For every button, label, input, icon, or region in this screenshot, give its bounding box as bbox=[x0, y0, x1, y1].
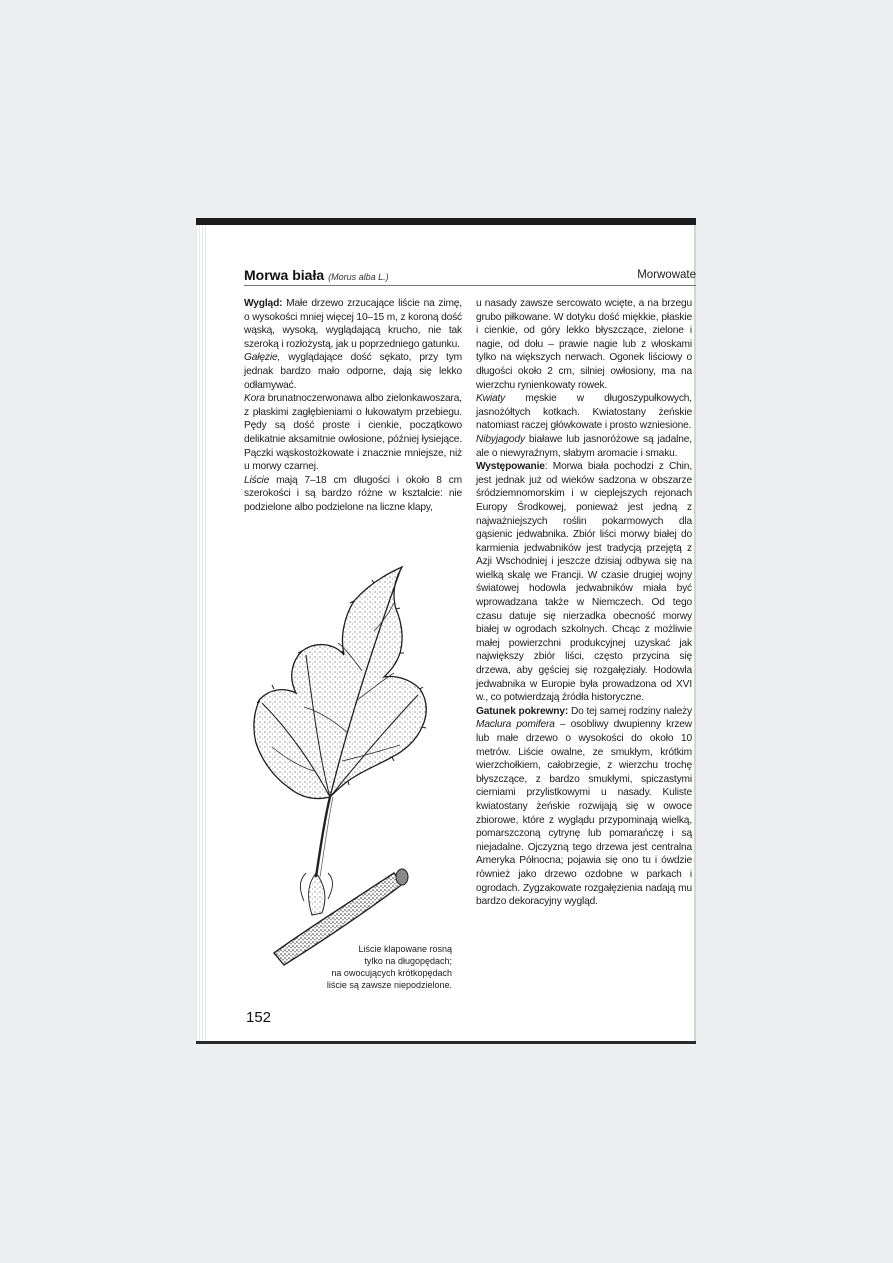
paragraph-flowers bbox=[476, 392, 692, 433]
caption-line-4: liście są zawsze niepodzielone. bbox=[326, 980, 452, 990]
label-appearance: Wygląd: bbox=[244, 298, 283, 309]
text-fruits: białawe lub jasnoróżowe są jadalne, ale o niewyraźnym, słabym aromacie i smaku. bbox=[476, 433, 692, 459]
illustration-caption bbox=[302, 943, 452, 991]
text-related-latin: Maclura pomifera bbox=[476, 719, 555, 731]
paragraph-fruits bbox=[476, 433, 692, 460]
page-title bbox=[244, 267, 389, 283]
leaf-drawing-icon bbox=[244, 561, 464, 971]
family-name: Morwowate bbox=[637, 269, 696, 281]
text-flowers: męskie w długoszypułkowych, jasnożółtych kotkach. Kwiatostany żeńskie natomiast raczej główkowate i prosto wzniesione. bbox=[476, 393, 692, 432]
text-leaves: mają 7–18 cm długości i około 8 cm szerokości i są bardzo różne w kształcie: nie podzielone albo podzielone na liczne klapy, bbox=[244, 474, 462, 513]
label-related-species: Gatunek pokrewny: bbox=[476, 705, 569, 717]
page-number: 152 bbox=[246, 1009, 272, 1026]
paragraph-leaves-cont bbox=[476, 297, 692, 392]
paragraph-leaves bbox=[244, 474, 462, 515]
label-flowers: Kwiaty bbox=[476, 393, 506, 405]
text-bark: brunatnoczerwonawa albo zielonkawoszara, z płaskimi zagłębieniami o łukowatym przebiegu. Pędy są dość proste i cienkie, początkowo delikatnie aksamitnie owłosione, później łysiejące. Pączki wąskostożkowate i znacznie mniejsze, niż u morwy czarnej. bbox=[244, 393, 462, 473]
text-branches: wyglądające dość sękato, przy tym jednak bardzo mało odporne, dają się lekko odłamywać. bbox=[244, 352, 462, 391]
scanned-page bbox=[196, 218, 696, 1044]
paragraph-appearance bbox=[244, 297, 462, 351]
label-leaves: Liście bbox=[244, 474, 270, 486]
paragraph-bark bbox=[244, 392, 462, 474]
text-leaves-cont: u nasady zawsze sercowato wcięte, a na brzegu grubo piłkowane. W dotyku dość miękkie, płaskie i cienkie, od góry lekko błyszczące, zielone i nagie, od dołu – prawie nagie lub z włoskami tylko na większych nerwach. Ogonek liściowy o długości około 2 cm, silniej owłosiony, ma na wierzchu rynienkowaty rowek. bbox=[476, 298, 692, 391]
left-column bbox=[244, 297, 462, 515]
latin-name: (Morus alba L.) bbox=[328, 272, 389, 282]
mulberry-leaf-illustration bbox=[244, 561, 464, 971]
right-column bbox=[476, 297, 692, 909]
paragraph-related-species bbox=[476, 705, 692, 909]
label-occurrence: Występowanie bbox=[476, 461, 545, 473]
caption-line-2: tylko na długopędach; bbox=[364, 956, 452, 966]
text-related-b: – osobliwy dwupienny krzew lub małe drzewo o wysokości do około 10 metrów. Liście owalne, ze smukłym, krótkim wierzchołkiem, całobrzegie, z wierzchu trochę błyszczące, z bardzo smukłymi, spiczastymi cierniami przylistkowymi u nasady. Kuliste kwiatostany żeńskie rozwijają się w owoce zbiorowe, które z wyglądu przypominają wielką, pomarszczoną cytrynę lub pomarańczę i są niejadalne. Ojczyzną tego drzewa jest centralna Ameryka Północna; pojawia się ono tu i ówdzie również jako drzewo ozdobne w parkach i ogrodach. Zygzakowate rozgałęzienia nadają mu bardzo dekoracyjny wygląd. bbox=[476, 719, 692, 908]
page-header bbox=[244, 265, 696, 286]
paragraph-occurrence bbox=[476, 460, 692, 705]
caption-line-1: Liście klapowane rosną bbox=[358, 944, 452, 954]
text-occurrence: : Morwa biała pochodzi z Chin, jest jednak już od wieków sadzona w obszarze śródziemnomorskim i w cieplejszych rejonach Europy Środkowej, ponieważ jest jedną z najważniejszych roślin pokarmowych dla gąsienic jedwabnika. Zbiór liści morwy białej do karmienia jedwabników jest tradycją przejętą z Azji Wschodniej i jeszcze dzisiaj odbywa się na wielką skalę we Francji. W czasie drugiej wojny światowej hodowla jedwabników miała być wprowadzana także w Niemczech. Od tego czasu datuje się nierzadka obecność morwy białej w ogrodach szkolnych. Chcąc z możliwie małej powierzchni produkcyjnej uzyskać jak największy zbiór liści, często przycina się drzewa, aby gęściej się rozgałęziały. Hodowla jedwabnika w Europie była prowadzona od XVI w., co potwierdzają źródła historyczne. bbox=[476, 461, 692, 704]
species-name: Morwa biała bbox=[244, 267, 325, 283]
page-edge-bottom bbox=[196, 1041, 696, 1044]
text-related-a: Do tej samej rodziny należy bbox=[568, 705, 692, 717]
label-branches: Gałęzie, bbox=[244, 352, 281, 364]
page-edge-left bbox=[196, 225, 208, 1044]
paragraph-branches bbox=[244, 351, 462, 392]
label-bark: Kora bbox=[244, 393, 265, 405]
text-appearance: Małe drzewo zrzucające liście na zimę, o wysokości mniej więcej 10–15 m, z koroną dość wąską, wysoką, wyglądającą krucho, nie tak szeroką i rozłożystą, jak u poprzedniego gatunku. bbox=[244, 298, 462, 350]
label-fruits: Nibyjagody bbox=[476, 433, 525, 445]
caption-line-3: na owocujących krótkopędach bbox=[331, 968, 452, 978]
page-edge-right bbox=[694, 225, 696, 1044]
